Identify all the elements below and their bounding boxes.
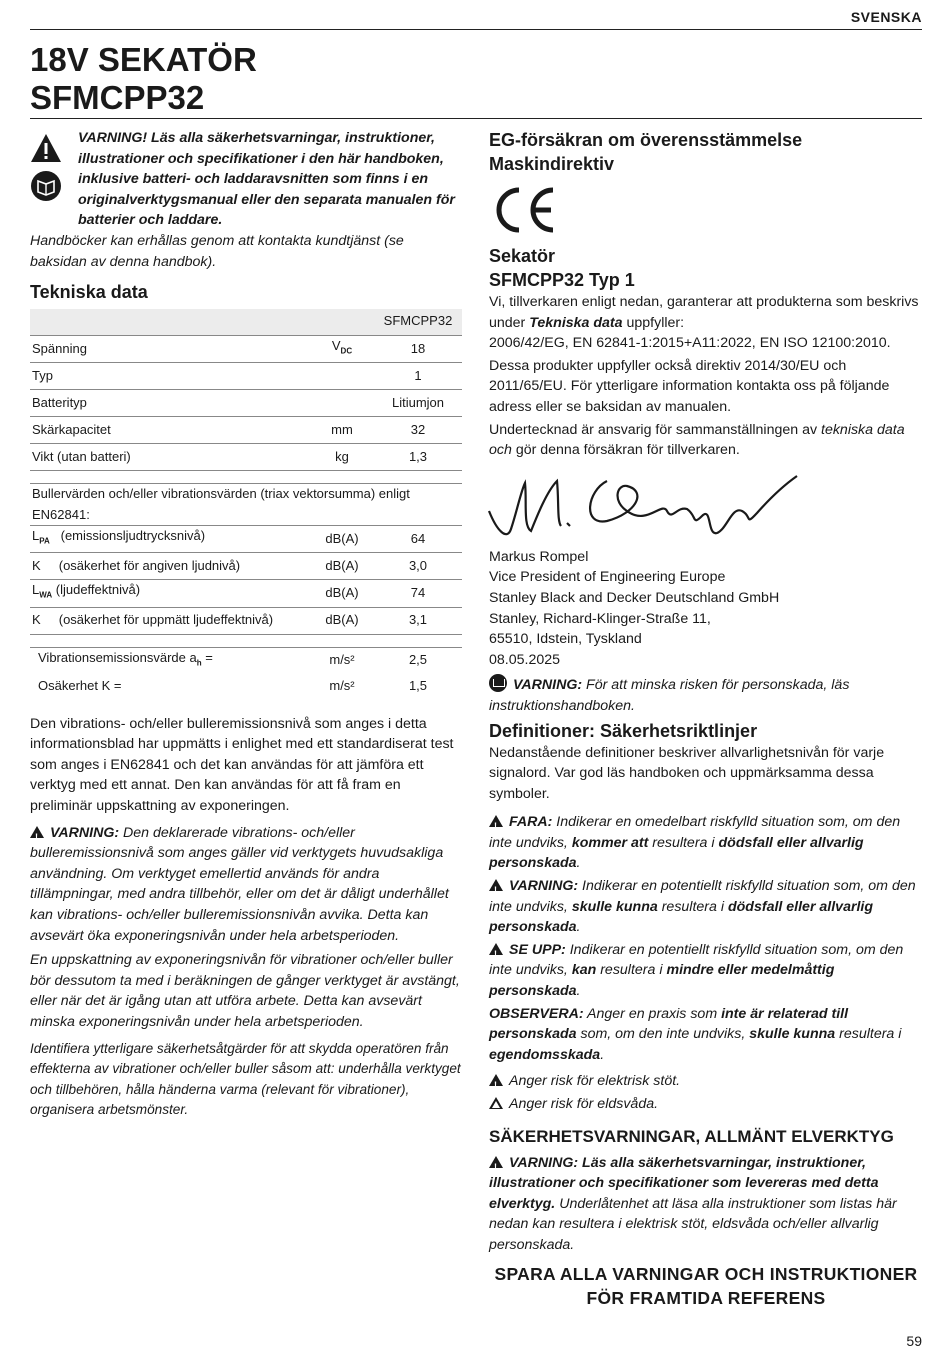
signed-text: Undertecknad är ansvarig för sammanställningen av tekniska data och gör denna försäkran för tillverkaren. <box>489 421 905 459</box>
signer-company: Stanley Black and Decker Deutschland GmbH <box>489 589 780 606</box>
tech-data-heading: Tekniska data <box>30 282 148 303</box>
noise-label: $L_{WA}$ (ljudeffektnivå) <box>30 580 310 607</box>
vib-value: 1,5 <box>408 678 428 694</box>
warning-icons <box>30 132 66 211</box>
noise-gap <box>30 634 462 647</box>
exposure-paragraph: En uppskattning av exponeringsnivån för vibrationer och/eller buller bör dessutom ta med i beräkningen de gånger verktyget är avstängt, eller när det är igång utan att utföra arbete. Detta kan avsevärt minska exponeringsnivån under hela arbetsperioden. <box>30 952 460 1030</box>
noise-unit: dB(A) <box>310 607 374 634</box>
save-instructions: SPARA ALLA VARNINGAR OCH INSTRUKTIONER FÖR FRAMTIDA REFERENS <box>494 1263 918 1308</box>
noise-row <box>30 526 462 553</box>
general-safety-warning: !VARNING: Läs alla säkerhetsvarningar, instruktioner, illustrationer och specifikationer som levereras med detta elverktyg. Underlåtenhet att läsa alla instruktioner som listas här nedan kan resultera i elektrisk stöt, eldsvåda och/eller allvarlig personskada. <box>489 1153 923 1256</box>
spec-label: Vikt (utan batteri) <box>30 443 310 470</box>
title-line-1: 18V SEKATÖR <box>30 41 257 78</box>
vib-label: Osäkerhet K = <box>38 678 122 694</box>
warning-triangle-icon <box>489 943 503 955</box>
caution-definition: !SE UPP: Indikerar en potentiellt riskfylld situation som, om den inte undviks, kan resultera i mindre eller medelmåttig personskada. <box>489 940 923 1002</box>
noise-row <box>30 553 462 580</box>
model-type: SFMCPP32 Typ 1 <box>489 270 635 290</box>
intro-warning-text: Läs alla säkerhetsvarningar, instruktioner, illustrationer och specifikationer i den här handboken, inklusive batteri- och laddaravsnitten som finns i en originalverktygsmanual eller den separata manualen för batterier och laddare. <box>78 130 455 229</box>
noise-value: 3,1 <box>374 607 462 634</box>
vib-value: 2,5 <box>408 652 428 668</box>
left-column <box>30 128 462 1121</box>
ce-mark-icon <box>489 182 559 238</box>
general-safety-heading: SÄKERHETSVARNINGAR, ALLMÄNT ELVERKTYG <box>489 1126 894 1146</box>
danger-definition: !FARA: Indikerar en omedelbart riskfylld situation som, om den inte undviks, kommer att resultera i dödsfall eller allvarlig personskada. <box>489 812 923 874</box>
manuals-note: Handböcker kan erhållas genom att kontakta kundtjänst (se baksidan av denna handbok). <box>30 232 404 270</box>
spec-row <box>30 335 462 362</box>
spec-label: Typ <box>30 362 310 389</box>
noise-value: 74 <box>374 580 462 607</box>
spec-value: 1 <box>374 362 462 389</box>
noise-unit: dB(A) <box>310 553 374 580</box>
model-header: SFMCPP32 <box>374 309 462 336</box>
vibration-paragraph: Den vibrations- och/eller bulleremissionsnivå som anges i detta informationsblad har uppmätts i enlighet med ett standardiserat test som anges i EN62841 och det kan användas för att jämföra ett verktyg med ett annat. Den kan användas för att få fram en preliminär uppskattning av exponeringen. <box>30 715 454 815</box>
fire-hazard-icon <box>489 1097 503 1109</box>
noise-unit: dB(A) <box>310 580 374 607</box>
signer-block <box>489 547 923 671</box>
spec-unit: $V_{DC}$ <box>310 335 374 362</box>
spec-unit: mm <box>310 416 374 443</box>
noise-row <box>30 580 462 607</box>
signer-date: 08.05.2025 <box>489 651 561 668</box>
signer-street: Stanley, Richard-Klinger-Straße 11, <box>489 610 711 627</box>
spec-row <box>30 416 462 443</box>
spec-label: Batterityp <box>30 389 310 416</box>
vibration-warning: !VARNING: Den deklarerade vibrations- och/eller bulleremissionsnivå som anges gäller vid verktygets huvudsakliga användning. Om verktyget emellertid används för andra tillämpningar, med andra tillbehör, eller om det är dåligt underhållet kan vibrations- och/eller bulleremissionsnivån avvika. Detta kan avsevärt öka exponeringsnivån under hela arbetsperioden. <box>30 823 462 947</box>
definitions-heading: Definitioner: Säkerhetsriktlinjer <box>489 720 758 741</box>
signer-city: 65510, Idstein, Tyskland <box>489 631 642 648</box>
right-column <box>489 128 923 1310</box>
fire-note: Anger risk för eldsvåda. <box>489 1094 923 1115</box>
header-rule <box>30 29 922 30</box>
product-name: Sekatör <box>489 246 556 266</box>
manual-warning: VARNING: För att minska risken för personskada, läs instruktionshandboken. <box>489 674 923 716</box>
warning-definition: !VARNING: Indikerar en potentiellt riskfylld situation som, om den inte undviks, skulle kunna resultera i dödsfall eller allvarlig personskada. <box>489 876 923 938</box>
vib-unit: m/s² <box>329 652 355 668</box>
spec-label: Skärkapacitet <box>30 416 310 443</box>
page-title <box>30 41 257 117</box>
intro-warning <box>30 128 462 231</box>
warning-triangle-icon <box>30 132 62 204</box>
page-number: 59 <box>906 1333 922 1349</box>
electric-shock-icon <box>489 1074 503 1086</box>
noise-heading: Bullervärden och/eller vibrationsvärden (triax vektorsumma) enligt EN62841: <box>30 483 462 525</box>
directives-text: Dessa produkter uppfyller också direktiv 2014/30/EU och 2011/65/EU. För ytterligare information kontakta oss på följande adress eller se baksidan av manualen. <box>489 357 890 415</box>
noise-label: K (osäkerhet för uppmätt ljudeffektnivå) <box>30 607 310 634</box>
warning-triangle-icon <box>30 826 44 838</box>
noise-row <box>30 607 462 634</box>
vib-row <box>30 647 462 674</box>
vib-row <box>30 674 462 700</box>
vib-unit: m/s² <box>329 678 355 694</box>
spec-unit: kg <box>310 443 374 470</box>
declaration-text: Vi, tillverkaren enligt nedan, garanterar att produkterna som beskrivs under Tekniska data uppfyller: <box>489 294 919 331</box>
intro-warning-lead: VARNING! <box>78 130 148 146</box>
spec-value: Litiumjon <box>374 389 462 416</box>
spec-unit <box>310 389 374 416</box>
definitions-intro: Nedanstående definitioner beskriver allvarlighetsnivån för varje signalord. Var god läs handboken och uppmärksamma dessa symboler. <box>489 744 885 802</box>
noise-unit: dB(A) <box>310 526 374 553</box>
noise-value: 3,0 <box>374 553 462 580</box>
spec-label: Spänning <box>30 335 310 362</box>
spec-value: 1,3 <box>374 443 462 470</box>
shock-note: !Anger risk för elektrisk stöt. <box>489 1071 923 1092</box>
notice-definition: OBSERVERA: Anger en praxis som inte är relaterad till personskada som, om den inte undviks, skulle kunna resultera i egendomsskada. <box>489 1005 902 1063</box>
spec-row <box>30 362 462 389</box>
warning-triangle-icon <box>489 879 503 891</box>
standards-text: 2006/42/EG, EN 62841-1:2015+A11:2022, EN ISO 12100:2010. <box>489 335 891 352</box>
noise-heading-row <box>30 483 462 525</box>
signature-image <box>487 471 807 551</box>
noise-label: K (osäkerhet för angiven ljudnivå) <box>30 553 310 580</box>
spec-table <box>30 309 462 700</box>
title-rule <box>30 118 922 119</box>
spec-value: 18 <box>374 335 462 362</box>
language-label: SVENSKA <box>850 9 922 25</box>
noise-label: $L_{PA}$ (emissionsljudtrycksnivå) <box>30 526 310 553</box>
safety-measures-paragraph: Identifiera ytterligare säkerhetsåtgärder för att skydda operatören från effekterna av vibrationer och/eller buller såsom att: underhålla verktyget och tillbehören, hålla händerna varma (relevant för vibrationer), organisera arbetsmönster. <box>30 1040 461 1118</box>
spec-row <box>30 389 462 416</box>
spec-header-row <box>30 309 462 336</box>
vib-label: Vibrationsemissionsvärde $a_h$ = <box>38 649 213 668</box>
spec-unit <box>310 362 374 389</box>
spec-gap <box>30 470 462 483</box>
warning-triangle-icon <box>489 1156 503 1168</box>
spec-value: 32 <box>374 416 462 443</box>
read-manual-icon <box>489 674 507 692</box>
warning-triangle-icon <box>489 815 503 827</box>
title-line-2: SFMCPP32 <box>30 79 205 116</box>
spec-row <box>30 443 462 470</box>
noise-value: 64 <box>374 526 462 553</box>
signer-name: Markus Rompel <box>489 548 589 565</box>
eg-heading: EG-försäkran om överensstämmelse Maskindirektiv <box>489 130 803 174</box>
signer-title: Vice President of Engineering Europe <box>489 569 726 586</box>
